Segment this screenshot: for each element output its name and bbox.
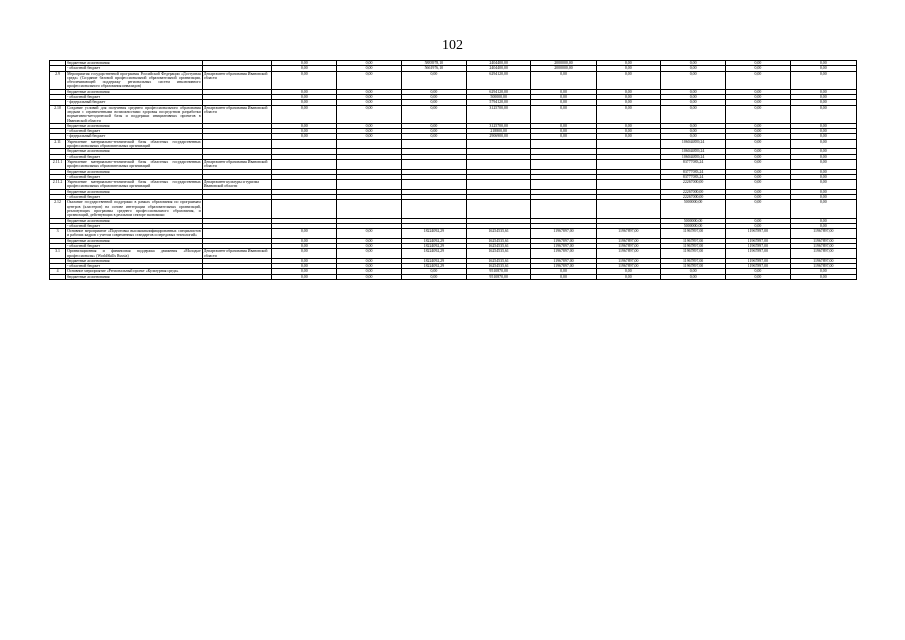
amount-cell: 0,00: [531, 269, 596, 274]
amount-cell: [401, 139, 466, 149]
amount-cell: [467, 200, 531, 218]
amount-cell: 0,00: [790, 139, 856, 149]
amount-cell: 0,00: [596, 105, 660, 123]
amount-cell: 0,00: [726, 159, 790, 169]
row-name-cell: бюджетные ассигнования: [66, 123, 203, 128]
amount-cell: 0,00: [596, 61, 660, 66]
row-name-cell: Основное мероприятие «Подготовка высококвалифицированных специалистов и рабочих кадров с учетом современных стандартов и передовых технологий»: [67, 229, 201, 238]
row-name-cell: Основное мероприятие «Региональный проект «Культурная среда»: [66, 269, 203, 274]
amount-cell: [272, 180, 337, 190]
amount-cell: 106044839,24: [660, 154, 725, 159]
amount-cell: 9510870,00: [467, 274, 531, 279]
row-name-cell: бюджетные ассигнования: [66, 149, 203, 154]
amount-cell: 0,00: [726, 269, 790, 274]
amount-cell: 0,00: [790, 61, 856, 66]
amount-cell: 0,00: [337, 123, 401, 128]
row-number-cell: 3.1: [50, 249, 66, 259]
row-number-cell: 2.11.1: [50, 159, 66, 169]
amount-cell: 83777083,24: [660, 169, 725, 174]
amount-cell: 18224092,29: [401, 229, 466, 239]
executor-cell: Департамент образования Ивановской области: [202, 105, 271, 123]
amount-cell: 16254535,61: [467, 243, 531, 248]
amount-cell: 0,00: [596, 134, 660, 139]
executor-cell: Департамент культуры и туризма Ивановской области: [202, 180, 271, 190]
amount-cell: 0,00: [272, 249, 337, 259]
amount-cell: 0,00: [790, 71, 856, 89]
amount-cell: 0,00: [660, 129, 725, 134]
row-name-cell: бюджетные ассигнования: [66, 61, 203, 66]
row-number-cell: 3: [50, 229, 66, 239]
amount-cell: 0,00: [337, 249, 401, 259]
amount-cell: 0,00: [726, 195, 790, 200]
amount-cell: 11967897,00: [596, 258, 660, 263]
amount-cell: 2404400,00: [467, 61, 531, 66]
amount-cell: 11967897,00: [790, 229, 856, 239]
amount-cell: 0,00: [726, 218, 790, 223]
amount-cell: 0,00: [596, 274, 660, 279]
amount-cell: 11967897,00: [790, 243, 856, 248]
amount-cell: 0,00: [401, 269, 466, 274]
amount-cell: 0,00: [272, 129, 337, 134]
amount-cell: 0,00: [790, 95, 856, 100]
amount-cell: 0,00: [790, 195, 856, 200]
table-row: [50, 180, 857, 190]
table-row: [50, 139, 857, 149]
row-name-cell: бюджетные ассигнования: [66, 274, 203, 279]
amount-cell: 218800,00: [467, 129, 531, 134]
amount-cell: 18224092,29: [401, 243, 466, 248]
amount-cell: 3125700,00: [467, 105, 531, 123]
amount-cell: 0,00: [790, 100, 856, 105]
amount-cell: 11967897,00: [660, 249, 725, 259]
amount-cell: 0,00: [726, 180, 790, 190]
amount-cell: 0,00: [272, 258, 337, 263]
amount-cell: 0,00: [726, 95, 790, 100]
amount-cell: 0,00: [790, 223, 856, 228]
amount-cell: 0,00: [401, 274, 466, 279]
amount-cell: [272, 139, 337, 149]
row-name-cell: Оказание государственной поддержки в рамках образования по программам центров (кластеров) на основе интеграции образовательных организаций, реализующих программы среднего профессионального образования, и организаций, действующих в реальном секторе экономики: [67, 200, 201, 218]
table-row: [50, 200, 857, 218]
amount-cell: [531, 180, 596, 190]
amount-cell: 0,00: [790, 149, 856, 154]
amount-cell: 22267000,00: [660, 195, 725, 200]
amount-cell: 83777083,24: [660, 159, 725, 169]
amount-cell: 0,00: [660, 274, 725, 279]
row-name-cell: - областной бюджет: [66, 154, 203, 159]
amount-cell: 0,00: [337, 71, 401, 89]
amount-cell: 5000000,00: [660, 223, 725, 228]
amount-cell: 0,00: [726, 66, 790, 71]
row-number-cell: [50, 274, 66, 279]
amount-cell: 0,00: [726, 174, 790, 179]
row-name-cell: - областной бюджет: [66, 243, 203, 248]
amount-cell: 11967897,00: [726, 264, 790, 269]
amount-cell: 0,00: [726, 105, 790, 123]
amount-cell: 0,00: [726, 61, 790, 66]
amount-cell: 0,00: [531, 134, 596, 139]
amount-cell: 0,00: [531, 123, 596, 128]
amount-cell: 18224092,29: [401, 258, 466, 263]
amount-cell: 0,00: [790, 123, 856, 128]
row-number-cell: 2.10: [50, 105, 66, 123]
amount-cell: 0,00: [660, 89, 725, 94]
amount-cell: 0,00: [272, 238, 337, 243]
amount-cell: [337, 159, 401, 169]
amount-cell: [596, 159, 660, 169]
amount-cell: 11967897,00: [531, 258, 596, 263]
amount-cell: [467, 139, 531, 149]
amount-cell: [531, 159, 596, 169]
amount-cell: 11967897,00: [726, 243, 790, 248]
amount-cell: 0,00: [272, 100, 337, 105]
amount-cell: 11967897,00: [660, 264, 725, 269]
amount-cell: 0,00: [272, 134, 337, 139]
amount-cell: 0,00: [337, 95, 401, 100]
amount-cell: [401, 200, 466, 218]
amount-cell: 0,00: [790, 134, 856, 139]
amount-cell: 0,00: [660, 123, 725, 128]
amount-cell: 0,00: [272, 269, 337, 274]
amount-cell: 5883978,10: [401, 61, 466, 66]
amount-cell: 5794120,00: [467, 100, 531, 105]
amount-cell: 0,00: [790, 66, 856, 71]
amount-cell: 11967897,00: [790, 264, 856, 269]
amount-cell: [467, 180, 531, 190]
amount-cell: 0,00: [401, 89, 466, 94]
amount-cell: 0,00: [790, 105, 856, 123]
amount-cell: 0,00: [660, 71, 725, 89]
amount-cell: 0,00: [531, 95, 596, 100]
amount-cell: 0,00: [531, 129, 596, 134]
amount-cell: 11967897,00: [596, 264, 660, 269]
amount-cell: 11967897,00: [531, 229, 596, 239]
amount-cell: 0,00: [401, 95, 466, 100]
amount-cell: 0,00: [337, 105, 401, 123]
amount-cell: 0,00: [337, 238, 401, 243]
amount-cell: 0,00: [660, 105, 725, 123]
amount-cell: 0,00: [726, 189, 790, 194]
amount-cell: 0,00: [726, 200, 790, 218]
row-name-cell: Мероприятия государственной программы Российской Федерации «Доступная среда» (Создание базовой профессиональной образовательной организации, обеспечивающей поддержку региональных систем инклюзивного профессионального образования инвалидов): [67, 71, 201, 89]
row-name-cell: бюджетные ассигнования: [66, 169, 203, 174]
amount-cell: 0,00: [337, 274, 401, 279]
amount-cell: 0,00: [790, 200, 856, 218]
amount-cell: 0,00: [596, 95, 660, 100]
amount-cell: [596, 139, 660, 149]
amount-cell: [272, 159, 337, 169]
amount-cell: 11967897,00: [790, 249, 856, 259]
amount-cell: 0,00: [790, 180, 856, 190]
row-name-cell: - федеральный бюджет: [66, 100, 203, 105]
amount-cell: 0,00: [531, 89, 596, 94]
row-name-cell: бюджетные ассигнования: [66, 258, 203, 263]
amount-cell: 11967897,00: [726, 249, 790, 259]
executor-cell: [202, 139, 271, 149]
row-number-cell: 2.11.2: [50, 180, 66, 190]
amount-cell: 0,00: [726, 134, 790, 139]
table-row: [50, 229, 857, 239]
amount-cell: [272, 200, 337, 218]
executor-cell: Департамент образования Ивановской области: [202, 71, 271, 89]
row-name-cell: - областной бюджет: [66, 129, 203, 134]
row-name-cell: бюджетные ассигнования: [66, 238, 203, 243]
amount-cell: 16254535,61: [467, 229, 531, 239]
amount-cell: 11967897,00: [531, 238, 596, 243]
amount-cell: 16254535,61: [467, 264, 531, 269]
table-body: [50, 61, 857, 280]
amount-cell: 6294120,00: [467, 71, 531, 89]
amount-cell: 2000000,00: [531, 66, 596, 71]
amount-cell: 0,00: [531, 100, 596, 105]
executor-cell: [202, 200, 271, 218]
table-row: [50, 105, 857, 123]
amount-cell: 0,00: [726, 129, 790, 134]
row-name-cell: бюджетные ассигнования: [66, 189, 203, 194]
amount-cell: 0,00: [401, 129, 466, 134]
amount-cell: 500000,00: [467, 95, 531, 100]
amount-cell: [596, 200, 660, 218]
amount-cell: 11967897,00: [596, 249, 660, 259]
amount-cell: 0,00: [726, 139, 790, 149]
row-name-cell: - областной бюджет: [66, 66, 203, 71]
amount-cell: 0,00: [790, 274, 856, 279]
executor-cell: Департамент образования Ивановской области: [202, 159, 271, 169]
amount-cell: 22267000,00: [660, 180, 725, 190]
amount-cell: 0,00: [272, 264, 337, 269]
amount-cell: 0,00: [401, 134, 466, 139]
amount-cell: [337, 180, 401, 190]
amount-cell: 11967897,00: [660, 229, 725, 239]
amount-cell: 0,00: [660, 95, 725, 100]
amount-cell: 0,00: [272, 123, 337, 128]
amount-cell: 0,00: [596, 89, 660, 94]
amount-cell: 106044839,24: [660, 139, 725, 149]
amount-cell: 11967897,00: [660, 238, 725, 243]
row-number-cell: 2.11: [50, 139, 66, 149]
amount-cell: 11967897,00: [660, 258, 725, 263]
table-row: [50, 249, 857, 259]
amount-cell: 0,00: [531, 274, 596, 279]
amount-cell: 0,00: [272, 243, 337, 248]
amount-cell: 106044839,24: [660, 149, 725, 154]
amount-cell: 3125700,00: [467, 123, 531, 128]
amount-cell: 0,00: [660, 100, 725, 105]
amount-cell: 0,00: [596, 129, 660, 134]
table-row: [50, 159, 857, 169]
amount-cell: 11967897,00: [531, 264, 596, 269]
amount-cell: 0,00: [272, 61, 337, 66]
amount-cell: [596, 180, 660, 190]
amount-cell: [337, 139, 401, 149]
amount-cell: 18224092,29: [401, 249, 466, 259]
amount-cell: [337, 200, 401, 218]
amount-cell: 0,00: [401, 100, 466, 105]
amount-cell: 18224092,29: [401, 264, 466, 269]
row-name-cell: бюджетные ассигнования: [66, 218, 203, 223]
page-number: 102: [442, 38, 463, 53]
row-name-cell: Укрепление материально-технической базы областных государственных профессиональных образовательных организаций: [67, 139, 201, 149]
amount-cell: [531, 139, 596, 149]
amount-cell: 0,00: [726, 274, 790, 279]
amount-cell: 0,00: [337, 66, 401, 71]
amount-cell: 18224092,29: [401, 238, 466, 243]
amount-cell: 0,00: [790, 174, 856, 179]
amount-cell: 0,00: [531, 105, 596, 123]
amount-cell: 5661976,10: [401, 66, 466, 71]
table-row: [50, 71, 857, 89]
row-name-cell: - областной бюджет: [66, 95, 203, 100]
amount-cell: 0,00: [596, 71, 660, 89]
amount-cell: 11967897,00: [660, 243, 725, 248]
amount-cell: 0,00: [401, 105, 466, 123]
amount-cell: 0,00: [337, 229, 401, 239]
row-name-cell: Укрепление материально-технической базы областных государственных профессиональных образовательных организаций: [67, 159, 201, 169]
amount-cell: 0,00: [337, 100, 401, 105]
amount-cell: 0,00: [790, 189, 856, 194]
executor-cell: [202, 274, 271, 279]
amount-cell: 0,00: [337, 264, 401, 269]
amount-cell: 0,00: [726, 100, 790, 105]
row-name-cell: Укрепление материально-технической базы областных государственных профессиональных образовательных организаций: [67, 180, 201, 189]
row-name-cell: Создание условий для получения среднего профессионального образования людьми с ограниченными возможностями здоровья посредством разработки нормативно-методической базы и поддержки инициативных проектов в Ивановской области: [67, 105, 201, 123]
amount-cell: 0,00: [726, 71, 790, 89]
amount-cell: 0,00: [790, 89, 856, 94]
amount-cell: 0,00: [272, 229, 337, 239]
amount-cell: 16254535,61: [467, 258, 531, 263]
amount-cell: 0,00: [337, 269, 401, 274]
row-number-cell: 2.9: [50, 71, 66, 89]
amount-cell: 0,00: [337, 243, 401, 248]
amount-cell: 0,00: [726, 123, 790, 128]
amount-cell: 2906900,00: [467, 134, 531, 139]
amount-cell: 9510870,00: [467, 269, 531, 274]
amount-cell: 2404400,00: [467, 66, 531, 71]
amount-cell: 0,00: [272, 89, 337, 94]
amount-cell: 6294120,00: [467, 89, 531, 94]
amount-cell: 0,00: [790, 169, 856, 174]
amount-cell: 11967897,00: [531, 243, 596, 248]
amount-cell: 16254535,61: [467, 238, 531, 243]
amount-cell: 2000000,00: [531, 61, 596, 66]
budget-table: [49, 60, 857, 280]
row-number-cell: 2.12: [50, 200, 66, 218]
amount-cell: 0,00: [596, 269, 660, 274]
amount-cell: 11967897,00: [531, 249, 596, 259]
row-name-cell: - федеральный бюджет: [66, 134, 203, 139]
amount-cell: 0,00: [726, 223, 790, 228]
amount-cell: 0,00: [401, 71, 466, 89]
amount-cell: 11967897,00: [726, 258, 790, 263]
amount-cell: [401, 159, 466, 169]
amount-cell: 0,00: [272, 274, 337, 279]
row-name-cell: - областной бюджет: [66, 223, 203, 228]
amount-cell: 0,00: [401, 123, 466, 128]
amount-cell: 0,00: [790, 218, 856, 223]
amount-cell: 0,00: [596, 100, 660, 105]
amount-cell: 11967897,00: [790, 238, 856, 243]
executor-cell: Департамент образования Ивановской области: [202, 249, 271, 259]
amount-cell: 0,00: [790, 129, 856, 134]
row-name-cell: - областной бюджет: [66, 264, 203, 269]
amount-cell: 0,00: [337, 258, 401, 263]
amount-cell: 0,00: [790, 159, 856, 169]
row-number-cell: 4: [50, 269, 66, 274]
amount-cell: 0,00: [660, 134, 725, 139]
amount-cell: 0,00: [337, 134, 401, 139]
amount-cell: 0,00: [272, 66, 337, 71]
amount-cell: 16254535,61: [467, 249, 531, 259]
amount-cell: 0,00: [726, 149, 790, 154]
amount-cell: 11967897,00: [596, 238, 660, 243]
amount-cell: 0,00: [272, 95, 337, 100]
amount-cell: 11967897,00: [790, 258, 856, 263]
table-row: [50, 274, 857, 279]
row-name-cell: Организационная и финансовая поддержка движения «Молодые профессионалы» (WorldSkills Russia): [67, 249, 201, 258]
row-name-cell: - областной бюджет: [66, 195, 203, 200]
amount-cell: 0,00: [790, 269, 856, 274]
amount-cell: 0,00: [726, 169, 790, 174]
amount-cell: [467, 159, 531, 169]
amount-cell: 83777083,24: [660, 174, 725, 179]
amount-cell: 0,00: [337, 89, 401, 94]
amount-cell: 11967897,00: [596, 243, 660, 248]
amount-cell: [401, 180, 466, 190]
amount-cell: 22267000,00: [660, 189, 725, 194]
amount-cell: 0,00: [596, 123, 660, 128]
amount-cell: 11967897,00: [726, 229, 790, 239]
amount-cell: 0,00: [337, 61, 401, 66]
amount-cell: 0,00: [726, 154, 790, 159]
amount-cell: 0,00: [660, 269, 725, 274]
amount-cell: 11967897,00: [596, 229, 660, 239]
amount-cell: 0,00: [272, 105, 337, 123]
amount-cell: 0,00: [660, 66, 725, 71]
amount-cell: 0,00: [726, 89, 790, 94]
amount-cell: 5000000,00: [660, 218, 725, 223]
amount-cell: 0,00: [660, 61, 725, 66]
row-name-cell: бюджетные ассигнования: [66, 89, 203, 94]
amount-cell: 0,00: [531, 71, 596, 89]
amount-cell: 0,00: [596, 66, 660, 71]
executor-cell: [202, 229, 271, 239]
amount-cell: 5000000,00: [660, 200, 725, 218]
amount-cell: 0,00: [272, 71, 337, 89]
row-name-cell: - областной бюджет: [66, 174, 203, 179]
amount-cell: 0,00: [337, 129, 401, 134]
amount-cell: [531, 200, 596, 218]
amount-cell: 11967897,00: [726, 238, 790, 243]
amount-cell: 0,00: [790, 154, 856, 159]
